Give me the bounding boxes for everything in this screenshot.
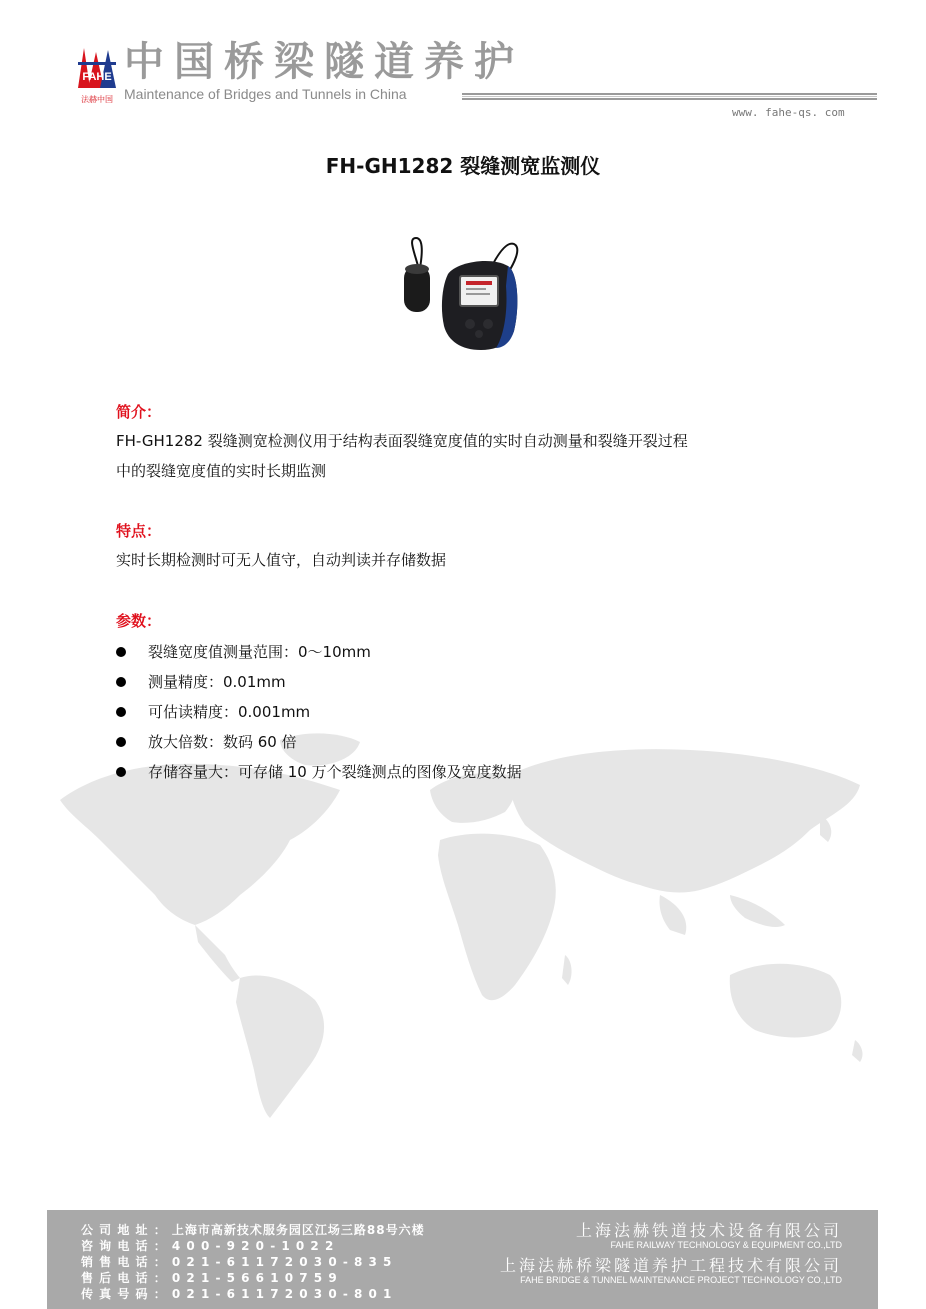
service-phone-line: 售 后 电 话 ： 0 2 1 - 5 6 6 1 0 7 5 9 [81, 1271, 338, 1285]
features-heading: 特点： [116, 522, 162, 540]
param-text: 可估读精度：0.001mm [148, 703, 311, 721]
masthead-title: 中国桥梁隧道养护 [124, 39, 524, 85]
param-text: 放大倍数：数码 60 倍 [148, 733, 297, 751]
bullet-icon [116, 677, 126, 687]
intro-line-1: FH-GH1282 裂缝测宽检测仪用于结构表面裂缝宽度值的实时自动测量和裂缝开裂过程 [116, 432, 688, 450]
address-line: 公 司 地 址 ： 上海市高新技术服务园区江场三路88号六楼 [81, 1223, 425, 1237]
bullet-icon [116, 767, 126, 777]
param-text: 测量精度：0.01mm [148, 673, 286, 691]
logo-text: FAHE [82, 71, 112, 83]
document-title: FH-GH1282 裂缝测宽监测仪 [325, 154, 601, 178]
intro-line-2: 中的裂缝宽度值的实时长期监测 [116, 462, 327, 480]
company-railway-cn: 上海法赫铁道技术设备有限公司 [575, 1221, 842, 1240]
params-list [116, 637, 522, 787]
masthead-subtitle: Maintenance of Bridges and Tunnels in China [124, 86, 407, 102]
website-link[interactable]: www. fahe-qs. com [732, 106, 845, 119]
logo-caption: 法赫中国 [81, 95, 113, 104]
param-text: 存储容量大：可存储 10 万个裂缝测点的图像及宽度数据 [148, 763, 522, 781]
bullet-icon [116, 647, 126, 657]
params-heading: 参数： [116, 612, 162, 630]
fax-line: 传 真 号 码 ： 0 2 1 - 6 1 1 7 2 0 3 0 - 8 0 1 [81, 1287, 393, 1301]
footer-bar [47, 1210, 878, 1309]
list-item [116, 757, 522, 787]
sales-phone-line: 销 售 电 话 ： 0 2 1 - 6 1 1 7 2 0 3 0 - 8 3 5 [81, 1255, 393, 1269]
crack-width-monitor-photo [396, 236, 526, 354]
fahe-logo [76, 44, 118, 106]
header-rule-inner [462, 96, 877, 97]
list-item [116, 697, 522, 727]
features-text: 实时长期检测时可无人值守，自动判读并存储数据 [116, 551, 447, 569]
bullet-icon [116, 737, 126, 747]
bullet-icon [116, 707, 126, 717]
list-item [116, 667, 522, 697]
contact-info [81, 1222, 425, 1302]
param-text: 裂缝宽度值测量范围：0～10mm [148, 643, 371, 661]
company-bridge-en: FAHE BRIDGE & TUNNEL MAINTENANCE PROJECT TECHNOLOGY CO.,LTD [520, 1275, 842, 1285]
list-item [116, 727, 522, 757]
intro-heading: 简介： [116, 403, 162, 421]
company-bridge-cn: 上海法赫桥梁隧道养护工程技术有限公司 [499, 1256, 842, 1275]
company-bridge [500, 1257, 842, 1286]
company-railway [576, 1222, 842, 1251]
list-item [116, 637, 522, 667]
company-railway-en: FAHE RAILWAY TECHNOLOGY & EQUIPMENT CO.,LTD [610, 1240, 842, 1250]
hotline-line: 咨 询 电 话 ： 4 0 0 - 9 2 0 - 1 0 2 2 [81, 1239, 335, 1253]
